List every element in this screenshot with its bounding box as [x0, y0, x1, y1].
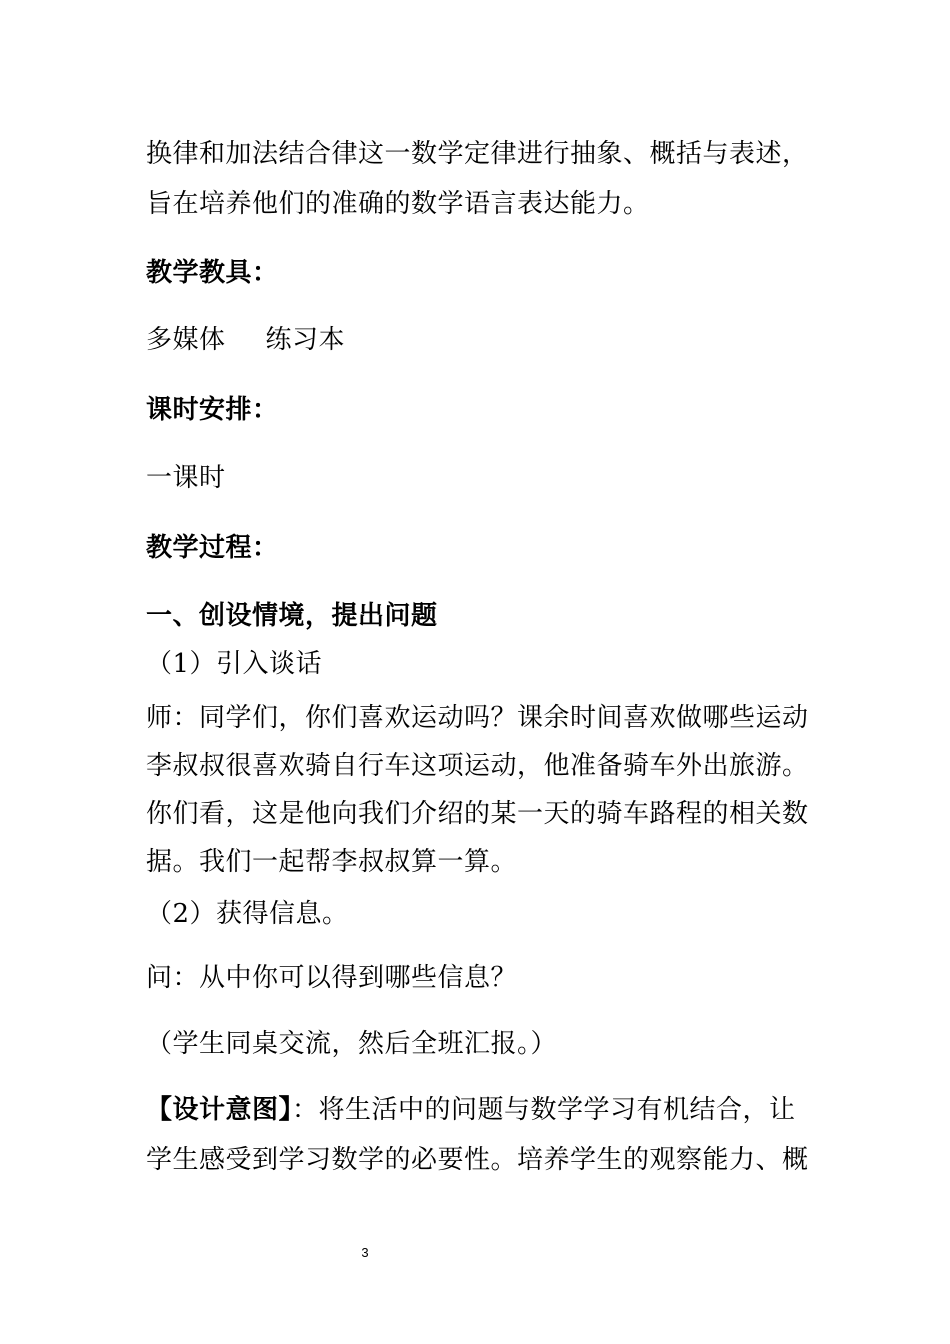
step-1-label: （1）引入谈话	[146, 649, 323, 679]
intro-line-1: 换律和加法结合律这一数学定律进行抽象、概括与表述，	[146, 139, 809, 169]
intro-line-2: 旨在培养他们的准确的数学语言表达能力。	[146, 189, 650, 219]
teacher-line-4: 据。我们一起帮李叔叔算一算。	[146, 847, 518, 877]
tools-item-exercise-book: 练习本	[265, 325, 346, 355]
question-line: 问：从中你可以得到哪些信息？	[146, 963, 518, 993]
tools-item-multimedia: 多媒体	[146, 325, 226, 355]
design-intent-text-1: ：将生活中的问题与数学学习有机结合，让	[292, 1095, 796, 1125]
page-number: 3	[361, 1245, 369, 1260]
process-heading: 教学过程：	[146, 533, 279, 563]
tools-heading: 教学教具：	[146, 258, 279, 288]
schedule-heading: 课时安排：	[146, 395, 279, 425]
schedule-value: 一课时	[146, 463, 226, 493]
teacher-line-1: 师：同学们，你们喜欢运动吗？课余时间喜欢做哪些运动	[146, 703, 809, 733]
section-title-1: 一、创设情境，提出问题	[146, 601, 438, 631]
tools-list	[146, 322, 345, 358]
design-intent-line-1	[146, 1092, 796, 1128]
design-intent-label: 【设计意图】	[146, 1095, 293, 1125]
teacher-line-2: 李叔叔很喜欢骑自行车这项运动，他准备骑车外出旅游。	[146, 751, 809, 781]
student-activity: （学生同桌交流，然后全班汇报。）	[146, 1029, 558, 1059]
design-intent-line-2: 学生感受到学习数学的必要性。培养学生的观察能力、概	[146, 1145, 809, 1175]
teacher-line-3: 你们看，这是他向我们介绍的某一天的骑车路程的相关数	[146, 799, 809, 829]
step-2-label: （2）获得信息。	[146, 899, 349, 929]
